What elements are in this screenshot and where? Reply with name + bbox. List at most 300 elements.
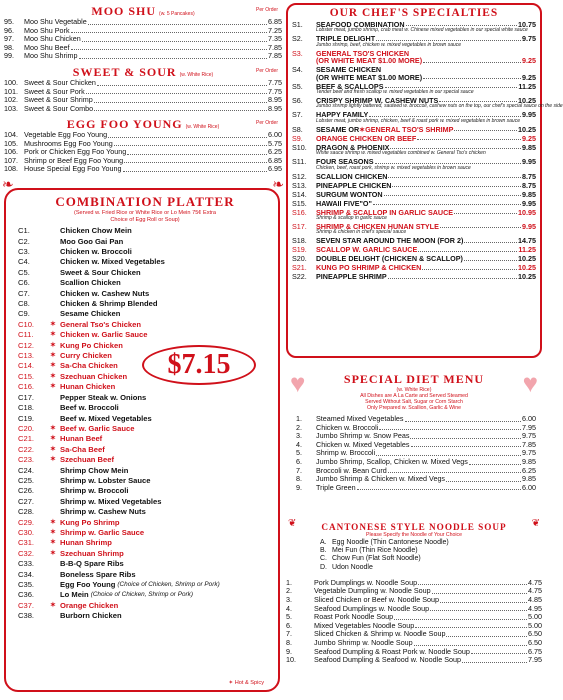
item-name: Chicken & Shrimp Blended bbox=[60, 299, 158, 309]
spacer bbox=[50, 611, 60, 621]
spacer bbox=[50, 403, 60, 413]
item-price: 6.25 bbox=[268, 147, 282, 157]
combo-item bbox=[18, 393, 272, 403]
item-number: 8. bbox=[296, 474, 302, 484]
spacer bbox=[50, 257, 60, 267]
item-number: C25. bbox=[18, 475, 35, 485]
item-price: 9.85 bbox=[522, 456, 536, 466]
leader-dots bbox=[376, 35, 521, 40]
item-number: C1. bbox=[18, 226, 30, 236]
item-name: Shrimp w. Mixed Vegetables bbox=[60, 496, 162, 506]
specialty-item bbox=[292, 273, 536, 280]
leader-dots bbox=[414, 639, 527, 646]
spacer bbox=[50, 497, 60, 507]
leader-dots bbox=[440, 596, 527, 603]
item-name: Chicken w. Broccoli bbox=[60, 247, 132, 256]
item-name: SHRIMP & CHICKEN HUNAN STYLE bbox=[316, 222, 439, 232]
specialty-row-2 bbox=[292, 57, 536, 64]
specialty-item bbox=[292, 135, 536, 142]
item-name: Kung Po Shrimp bbox=[60, 517, 120, 527]
item-number: 4. bbox=[286, 603, 292, 613]
item-number: C20. bbox=[18, 423, 35, 433]
spacer bbox=[50, 580, 60, 590]
chef-title: OUR CHEF'S SPECIALTIES bbox=[329, 7, 499, 19]
item-number: 95. bbox=[4, 17, 14, 26]
noodle-name: Udon Noodle bbox=[332, 563, 373, 571]
item-price: 5.75 bbox=[268, 138, 282, 148]
item-name: Boneless Spare Ribs bbox=[60, 569, 136, 579]
sweet-sour-section bbox=[4, 65, 282, 113]
item-name: SEAFOOD COMBINATION bbox=[316, 20, 405, 29]
leader-dots bbox=[464, 255, 517, 260]
item-name: Sweet & Sour Pork bbox=[24, 86, 85, 96]
item-number: C22. bbox=[18, 444, 35, 454]
item-price: 11.25 bbox=[518, 81, 536, 91]
combo-item bbox=[18, 455, 272, 465]
item-number: C32. bbox=[18, 548, 35, 558]
item-name: PINEAPPLE CHICKEN bbox=[316, 180, 392, 190]
item-number: S17. bbox=[292, 222, 307, 232]
spacer bbox=[50, 237, 60, 247]
item-name: Shrimp w. Cashew Nuts bbox=[60, 507, 146, 517]
item-number: 3. bbox=[286, 595, 292, 604]
item-name-hot: GENERAL TSO'S SHRIMP bbox=[365, 124, 454, 134]
noodle-soup-title: CANTONESE STYLE NOODLE SOUP bbox=[321, 522, 507, 532]
diet-note-2: Served Without Salt, Sugar or Corn Starch bbox=[365, 399, 463, 405]
item-number: C17. bbox=[18, 392, 35, 402]
item-name: Beef w. Broccoli bbox=[60, 403, 119, 413]
leader-dots bbox=[124, 157, 267, 164]
item-name: DRAGON & PHOENIX bbox=[316, 142, 390, 152]
item-number: C10. bbox=[18, 319, 35, 329]
item-number: S4. bbox=[292, 65, 303, 75]
item-number: 108. bbox=[4, 164, 18, 174]
chef-specialties-box bbox=[286, 3, 563, 358]
item-number: C13. bbox=[18, 351, 35, 361]
combo-item bbox=[18, 445, 272, 455]
item-name: HAWAII FIVE"O" bbox=[316, 198, 372, 208]
item-name: SHRIMP & SCALLOP IN GARLIC SAUCE bbox=[316, 207, 454, 217]
item-name-2: (OR WHITE MEAT $1.00 MORE) bbox=[316, 72, 423, 82]
item-number: S14. bbox=[292, 189, 307, 199]
item-price: 9.85 bbox=[522, 142, 536, 152]
specialty-item bbox=[292, 182, 536, 189]
item-name: Shrimp w. Broccoli bbox=[316, 448, 376, 458]
item-number: C4. bbox=[18, 257, 30, 267]
item-name: Scallion Chicken bbox=[60, 278, 121, 288]
hot-pepper-icon: ✶ bbox=[50, 549, 56, 557]
combo-item bbox=[18, 278, 272, 288]
item-number: 9. bbox=[296, 482, 302, 492]
leader-dots bbox=[394, 613, 527, 620]
spacer bbox=[50, 507, 60, 517]
item-name: SESAME OR bbox=[316, 124, 360, 134]
leader-dots bbox=[418, 579, 527, 586]
item-number: C9. bbox=[18, 309, 30, 319]
spacer bbox=[50, 278, 60, 288]
specialty-item bbox=[292, 264, 536, 271]
leader-dots bbox=[422, 264, 517, 269]
item-price: 4.75 bbox=[528, 577, 542, 587]
diet-list bbox=[286, 415, 542, 492]
leader-dots bbox=[127, 148, 267, 155]
item-name: Sweet & Sour Shrimp bbox=[24, 95, 93, 105]
combo-item bbox=[18, 476, 272, 486]
specialty-item bbox=[292, 111, 536, 124]
leader-dots bbox=[392, 182, 521, 187]
item-number: 3. bbox=[296, 431, 302, 441]
specialty-row bbox=[292, 182, 536, 189]
item-price: 7.75 bbox=[268, 78, 282, 87]
item-name: DOUBLE DELIGHT (CHICKEN & SCALLOP) bbox=[316, 254, 463, 264]
diet-note-3: Only Prepared w. Scallion, Garlic & Wine bbox=[367, 405, 461, 411]
item-number: 102. bbox=[4, 95, 18, 105]
item-name: Shrimp w. Garlic Sauce bbox=[60, 527, 145, 537]
leader-dots bbox=[439, 97, 517, 102]
specialty-item bbox=[292, 191, 536, 198]
noodle-name: Egg Noodle (Thin Cantonese Noodle) bbox=[332, 539, 449, 546]
combination-platter-box bbox=[4, 188, 280, 692]
noodle-choice-list bbox=[286, 539, 542, 572]
noodle-letter: A. bbox=[320, 539, 327, 546]
leader-dots bbox=[405, 415, 521, 422]
item-name: Triple Green bbox=[316, 482, 356, 492]
item-name: Shrimp Chow Mein bbox=[60, 465, 129, 475]
item-name: SESAME CHICKEN bbox=[316, 65, 382, 75]
item-price: 9.25 bbox=[522, 133, 536, 143]
spacer bbox=[50, 476, 60, 486]
combo-list bbox=[18, 226, 272, 621]
leader-dots bbox=[410, 432, 521, 439]
item-name: GENERAL TSO'S CHICKEN bbox=[316, 48, 410, 58]
item-number: C33. bbox=[18, 559, 35, 569]
item-price: 7.95 bbox=[528, 655, 542, 665]
item-number: S11. bbox=[292, 157, 307, 167]
spacer bbox=[50, 570, 60, 580]
combo-item bbox=[18, 466, 272, 476]
combo-item bbox=[18, 549, 272, 559]
specialty-item bbox=[292, 96, 563, 110]
item-name: Sesame Chicken bbox=[60, 309, 121, 319]
item-note: (Choice of Chicken, Shrimp or Pork) bbox=[117, 581, 220, 588]
item-name: Jumbo Shrimp, Scallop, Chicken w. Mixed Vegs bbox=[316, 456, 468, 466]
item-price: 10.95 bbox=[518, 207, 536, 217]
item-number: C7. bbox=[18, 288, 30, 298]
item-number: S1. bbox=[292, 20, 303, 29]
spacer bbox=[50, 309, 60, 319]
noodle-choice bbox=[286, 539, 542, 547]
item-number: S20. bbox=[292, 254, 307, 264]
specialty-item bbox=[292, 66, 536, 81]
noodle-soup-list bbox=[286, 579, 542, 665]
item-name: Egg Foo Young bbox=[60, 580, 116, 589]
combo-item bbox=[18, 414, 272, 424]
leader-dots bbox=[369, 111, 521, 116]
item-number: S18. bbox=[292, 236, 307, 246]
leader-dots bbox=[388, 273, 517, 278]
item-price: 8.95 bbox=[268, 95, 282, 105]
leader-dots bbox=[94, 105, 267, 112]
item-name: HAPPY FAMILY bbox=[316, 110, 369, 120]
item-number: 6. bbox=[286, 620, 292, 630]
item-name: Steamed Mixed Vegetables bbox=[316, 414, 404, 423]
combo-item bbox=[18, 486, 272, 496]
item-name: Beef w. Mixed Vegetables bbox=[60, 413, 152, 423]
hot-pepper-icon: ✶ bbox=[50, 518, 56, 526]
item-number: 5. bbox=[286, 612, 292, 622]
combo-item bbox=[18, 237, 272, 247]
item-number: 6. bbox=[296, 456, 302, 466]
noodle-letter: D. bbox=[320, 563, 327, 571]
item-price: 4.95 bbox=[528, 603, 542, 613]
spacer bbox=[50, 590, 60, 600]
sweet-sour-per-order: Per Order bbox=[256, 68, 278, 74]
item-number: 96. bbox=[4, 25, 14, 35]
item-number: C16. bbox=[18, 382, 35, 392]
item-price: 6.50 bbox=[528, 637, 542, 647]
moo-shu-per-order: Per Order bbox=[256, 7, 278, 13]
item-number: S3. bbox=[292, 48, 303, 58]
combo-price-badge: $7.15 bbox=[142, 345, 256, 385]
combo-item bbox=[18, 424, 272, 434]
noodle-letter: C. bbox=[320, 555, 327, 563]
item-number: S2. bbox=[292, 34, 303, 44]
item-name: Sweet & Sour Combo bbox=[24, 103, 94, 113]
item-price: 8.95 bbox=[268, 103, 282, 113]
item-name: Lo Mein bbox=[60, 590, 89, 600]
item-name: Chicken w. Cashew Nuts bbox=[60, 288, 150, 298]
item-price: 10.25 bbox=[518, 124, 536, 134]
item-price: 7.25 bbox=[268, 25, 282, 35]
noodle-choice bbox=[286, 547, 542, 555]
noodle-choice bbox=[286, 564, 542, 572]
item-price: 7.85 bbox=[268, 51, 282, 61]
specialty-item bbox=[292, 173, 536, 180]
item-price: 10.25 bbox=[518, 96, 536, 106]
combo-item bbox=[18, 309, 272, 319]
item-number: S21. bbox=[292, 263, 307, 273]
item-number: C30. bbox=[18, 527, 35, 537]
item-price: 6.50 bbox=[528, 629, 542, 639]
leader-dots bbox=[384, 191, 521, 196]
item-number: S8. bbox=[292, 124, 303, 134]
item-price: 4.75 bbox=[528, 586, 542, 596]
hot-pepper-icon: ✶ bbox=[50, 456, 56, 464]
combo-item bbox=[18, 268, 272, 278]
item-name: Vegetable Egg Foo Young bbox=[24, 130, 108, 139]
combo-item bbox=[18, 299, 272, 309]
item-price: 8.75 bbox=[522, 171, 536, 181]
item-price: 10.75 bbox=[518, 20, 536, 29]
spacer bbox=[50, 466, 60, 476]
leader-dots bbox=[432, 587, 527, 594]
item-name: SURGUM WONTON bbox=[316, 189, 383, 199]
item-number: S10. bbox=[292, 142, 307, 152]
combo-note-2: Choice of Egg Roll or Soup) bbox=[110, 216, 180, 223]
leader-dots bbox=[464, 237, 517, 242]
leader-dots bbox=[406, 21, 517, 26]
item-price: 9.85 bbox=[522, 474, 536, 484]
item-number: C24. bbox=[18, 465, 35, 475]
leader-dots bbox=[446, 630, 527, 637]
item-number: C38. bbox=[18, 611, 35, 621]
item-name: General Tso's Chicken bbox=[60, 319, 142, 329]
item-price: 10.25 bbox=[518, 272, 536, 282]
item-name: Jumbo Shrimp w. Snow Peas bbox=[316, 431, 410, 441]
item-number: 7. bbox=[286, 629, 292, 639]
item-price: 6.00 bbox=[522, 414, 536, 423]
item-number: 9. bbox=[286, 646, 292, 656]
item-name: Hunan Beef bbox=[60, 434, 103, 444]
combo-item bbox=[18, 382, 272, 392]
combo-note: (Served w. Fried Rice or White Rice or Lo Mein 75¢ Extra bbox=[73, 210, 217, 216]
specialty-item bbox=[292, 21, 536, 34]
item-description: Shrimp & chicken in chef's special sauce bbox=[316, 229, 407, 236]
item-price: 6.75 bbox=[528, 646, 542, 656]
hot-pepper-icon: ✶ bbox=[50, 435, 56, 443]
combo-item bbox=[18, 559, 272, 569]
item-name: Seafood Dumpling & Seafood w. Noodle Soup bbox=[314, 655, 462, 665]
moo-shu-title: MOO SHU (w. 5 Pancakes) bbox=[91, 4, 195, 18]
leader-dots bbox=[388, 173, 521, 178]
item-number: S13. bbox=[292, 180, 307, 190]
item-name: Shrimp w. Broccoli bbox=[60, 486, 129, 496]
item-price: 9.95 bbox=[522, 198, 536, 208]
hot-pepper-icon: ✶ bbox=[50, 383, 56, 391]
item-note: (Choice of Chicken, Shrimp or Pork) bbox=[90, 591, 193, 599]
left-ornament-icon: ❦ bbox=[288, 518, 297, 529]
item-price: 9.25 bbox=[522, 56, 536, 66]
item-price: 5.00 bbox=[528, 612, 542, 622]
combo-item bbox=[18, 601, 272, 611]
hot-pepper-icon: ✶ bbox=[50, 424, 56, 432]
egg-foo-young-per-order: Per Order bbox=[256, 120, 278, 126]
item-number: 99. bbox=[4, 51, 14, 61]
specialty-row bbox=[292, 246, 536, 253]
leader-dots bbox=[446, 475, 521, 482]
item-price: 6.85 bbox=[268, 17, 282, 26]
combo-item bbox=[18, 580, 272, 590]
item-number: 105. bbox=[4, 138, 18, 148]
combo-item bbox=[18, 289, 272, 299]
leader-dots bbox=[357, 484, 521, 491]
item-price: 6.85 bbox=[268, 155, 282, 165]
item-price: 9.95 bbox=[522, 222, 536, 232]
leader-dots bbox=[79, 52, 267, 59]
item-price: 9.85 bbox=[522, 189, 536, 199]
spacer bbox=[292, 57, 316, 64]
item-number: C34. bbox=[18, 569, 35, 579]
specialty-item bbox=[292, 50, 536, 65]
item-name: Shrimp or Beef Egg Foo Young bbox=[24, 155, 124, 165]
item-number: S9. bbox=[292, 133, 303, 143]
item-number: 97. bbox=[4, 34, 14, 44]
item-name: Chicken w. Mixed Vegetables bbox=[316, 439, 410, 449]
item-description: Jumbo shrimp, beef, chicken w. mixed vegetables in brown sauce bbox=[316, 41, 462, 48]
item-number: C3. bbox=[18, 247, 30, 256]
item-number: 100. bbox=[4, 78, 18, 87]
diet-note-1: All Dishes are A La Carte and Served Steamed bbox=[360, 393, 468, 399]
item-number: C15. bbox=[18, 371, 35, 381]
combo-item bbox=[18, 570, 272, 580]
specialty-item bbox=[292, 35, 536, 48]
combo-item bbox=[18, 320, 272, 330]
combo-item bbox=[18, 497, 272, 507]
item-number: C6. bbox=[18, 278, 30, 288]
item-number: 4. bbox=[296, 439, 302, 449]
item-price: 6.95 bbox=[268, 164, 282, 174]
item-name: Mixed Vegetables Noodle Soup bbox=[314, 620, 415, 630]
item-name: Sliced Chicken & Shrimp w. Noodle Soup bbox=[314, 629, 446, 639]
noodle-soup-section bbox=[286, 518, 542, 665]
leader-dots bbox=[114, 140, 267, 147]
spacer bbox=[50, 414, 60, 424]
moo-shu-list bbox=[4, 18, 282, 61]
item-price: 8.75 bbox=[522, 180, 536, 190]
item-number: C11. bbox=[18, 330, 34, 340]
item-number: C26. bbox=[18, 486, 35, 496]
spacer bbox=[50, 268, 60, 278]
item-number: 7. bbox=[296, 465, 302, 475]
leader-dots bbox=[385, 83, 518, 88]
specialty-row bbox=[292, 264, 536, 271]
item-name: SCALLOP W. GARLIC SAUCE bbox=[316, 245, 418, 255]
item-number: C5. bbox=[18, 267, 30, 277]
noodle-name: Chow Fun (Flat Soft Noodle) bbox=[332, 555, 421, 563]
item-name: Kung Po Chicken bbox=[60, 340, 123, 350]
item-name: Seafood Dumpling & Roast Pork w. Noodle Soup bbox=[314, 646, 470, 656]
item-name: Burborn Chicken bbox=[60, 611, 122, 621]
noodle-letter: B. bbox=[320, 547, 327, 555]
item-price: 9.95 bbox=[522, 157, 536, 167]
item-price: 6.25 bbox=[522, 465, 536, 475]
item-name: Szechuan Beef bbox=[60, 455, 115, 465]
item-number: 2. bbox=[296, 422, 302, 432]
item-name: Sweet & Sour Chicken bbox=[24, 78, 96, 87]
item-description: Tender beef and fresh scallop w. mixed vegetables in our special sauce bbox=[316, 89, 474, 96]
specialty-row bbox=[292, 273, 536, 280]
leader-dots bbox=[390, 144, 521, 149]
item-name: Chicken w. Broccoli bbox=[316, 422, 379, 432]
item-name: Pepper Steak w. Onions bbox=[60, 392, 147, 402]
item-name: Sliced Chicken or Beef w. Noodle Soup bbox=[314, 595, 440, 604]
item-number: S16. bbox=[292, 207, 307, 217]
specialty-row bbox=[292, 135, 536, 142]
item-price: 7.75 bbox=[268, 86, 282, 96]
item-name: Pork Dumplings w. Noodle Soup bbox=[314, 577, 418, 587]
hot-pepper-icon: ✶ bbox=[50, 539, 56, 547]
item-number: 106. bbox=[4, 147, 18, 157]
item-number: 98. bbox=[4, 42, 14, 52]
item-price: 5.00 bbox=[528, 620, 542, 630]
item-name: Moo Goo Gai Pan bbox=[60, 236, 124, 246]
item-number: C18. bbox=[18, 403, 35, 413]
item-price: 9.75 bbox=[522, 431, 536, 441]
moo-shu-section bbox=[4, 4, 282, 61]
specialty-row bbox=[292, 126, 536, 133]
leader-dots bbox=[423, 57, 521, 62]
right-ornament-icon: ❧ bbox=[272, 176, 284, 192]
item-number: C12. bbox=[18, 340, 35, 350]
item-price: 4.85 bbox=[528, 595, 542, 604]
combo-item bbox=[18, 528, 272, 538]
noodle-choice bbox=[286, 555, 542, 563]
combo-item bbox=[18, 611, 272, 621]
item-number: C35. bbox=[18, 580, 35, 589]
item-name: Sweet & Sour Chicken bbox=[60, 267, 141, 277]
item-number: C29. bbox=[18, 517, 35, 527]
item-name: Orange Chicken bbox=[60, 600, 119, 610]
